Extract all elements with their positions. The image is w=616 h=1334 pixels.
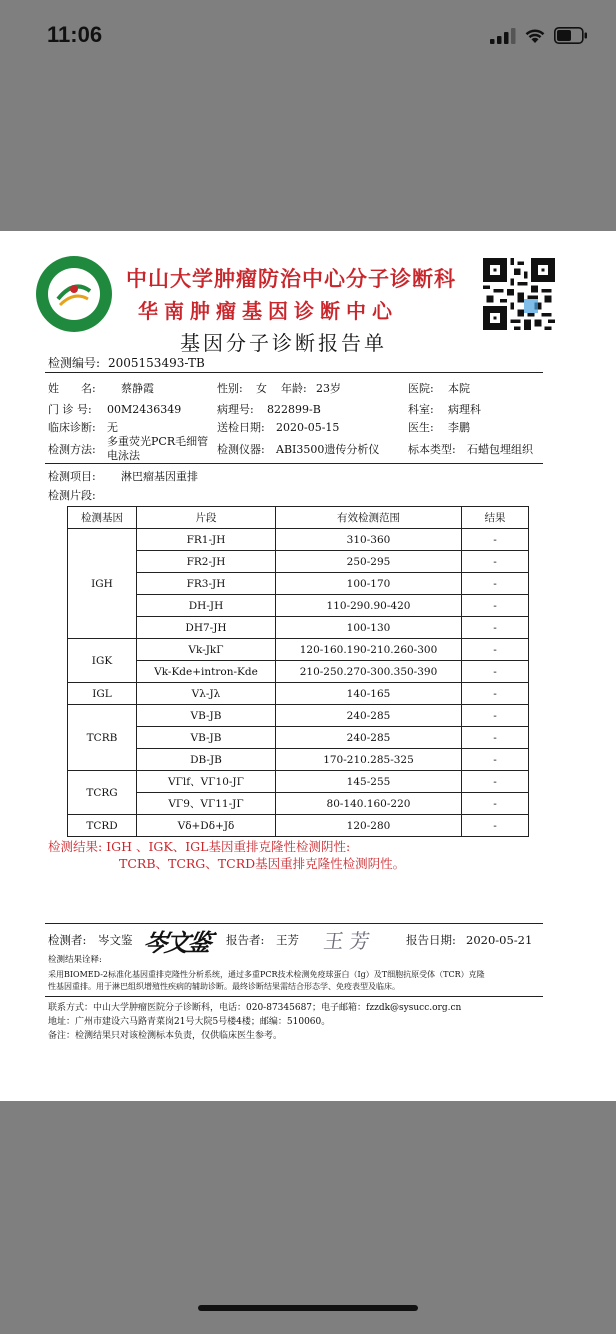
segment-cell: DH-JH <box>137 595 276 617</box>
age-value: 23岁 <box>316 382 341 395</box>
test-item-value: 淋巴瘤基因重排 <box>121 470 198 483</box>
explain-title: 检测结果诠释: <box>48 955 102 965</box>
gene-cell: TCRD <box>68 815 137 837</box>
range-cell: 240-285 <box>276 705 462 727</box>
table-row <box>68 771 529 793</box>
table-row <box>68 815 529 837</box>
divider <box>45 923 543 924</box>
result-cell: - <box>462 639 529 661</box>
segment-cell: Vδ+Dδ+Jδ <box>137 815 276 837</box>
result-cell: - <box>462 529 529 551</box>
battery-icon <box>554 27 588 44</box>
send-date-value: 2020-05-15 <box>276 421 340 434</box>
hospital-label: 医院: <box>408 382 434 395</box>
doctor-value: 李鹏 <box>448 421 470 434</box>
gene-cell: TCRB <box>68 705 137 771</box>
outpatient-label: 门 诊 号: <box>48 403 92 416</box>
test-item-label: 检测项目: <box>48 470 96 483</box>
range-cell: 110-290.90-420 <box>276 595 462 617</box>
reporter-label: 报告者: <box>226 933 265 947</box>
range-cell: 120-160.190-210.260-300 <box>276 639 462 661</box>
hospital-value: 本院 <box>448 382 470 395</box>
gene-rearrangement-table <box>67 506 529 837</box>
method-value-line2: 电泳法 <box>107 449 140 462</box>
segment-cell: FR3-JH <box>137 573 276 595</box>
gene-cell: IGL <box>68 683 137 705</box>
status-bar <box>0 0 616 70</box>
hospital-logo <box>36 256 112 332</box>
col-header-gene: 检测基因 <box>68 507 137 529</box>
segment-cell: Vk-JkΓ <box>137 639 276 661</box>
result-cell: - <box>462 815 529 837</box>
result-cell: - <box>462 551 529 573</box>
pathology-label: 病理号: <box>217 403 254 416</box>
range-cell: 80-140.160-220 <box>276 793 462 815</box>
result-cell: - <box>462 705 529 727</box>
result-line-2: TCRB、TCRG、TCRD基因重排克隆性检测阴性。 <box>119 856 406 871</box>
segment-cell: FR1-JH <box>137 529 276 551</box>
result-cell: - <box>462 749 529 771</box>
sex-value: 女 <box>256 382 267 395</box>
table-header-row <box>68 507 529 529</box>
result-cell: - <box>462 683 529 705</box>
method-label: 检测方法: <box>48 443 96 456</box>
range-cell: 120-280 <box>276 815 462 837</box>
result-cell: - <box>462 661 529 683</box>
segment-cell: FR2-JH <box>137 551 276 573</box>
qr-code-icon <box>483 258 555 330</box>
instrument-label: 检测仪器: <box>217 443 265 456</box>
range-cell: 210-250.270-300.350-390 <box>276 661 462 683</box>
divider <box>45 372 543 373</box>
range-cell: 310-360 <box>276 529 462 551</box>
method-value-line1: 多重荧光PCR毛细管 <box>107 435 209 448</box>
tester-name: 岑文鉴 <box>98 933 133 947</box>
explain-line-1: 采用BIOMED-2标准化基因重排克隆性分析系统，通过多重PCR技术检测免疫球蛋白（Ig）及T细胞抗原受体（TCR）克隆 <box>48 970 485 979</box>
range-cell: 100-170 <box>276 573 462 595</box>
range-cell: 250-295 <box>276 551 462 573</box>
tester-signature: 岑文鉴 <box>140 929 213 957</box>
divider <box>45 996 543 997</box>
range-cell: 140-165 <box>276 683 462 705</box>
report-no-label: 检测编号: <box>48 356 101 370</box>
result-cell: - <box>462 793 529 815</box>
result-cell: - <box>462 595 529 617</box>
test-result <box>48 838 405 872</box>
age-label: 年龄: <box>281 382 307 395</box>
address-info: 地址：广州市建设六马路青菜岗21号大院5号楼4楼；邮编：510060。 <box>48 1017 331 1027</box>
table-row <box>68 595 529 617</box>
outpatient-value: 00M2436349 <box>107 403 182 416</box>
report-document <box>0 231 616 1101</box>
explain-line-2: 性基因重排。用于淋巴组织增殖性疾病的辅助诊断。最终诊断结果需结合形态学、免疫表型及临床。 <box>48 982 400 991</box>
dept-label: 科室: <box>408 403 434 416</box>
table-row <box>68 683 529 705</box>
table-row <box>68 639 529 661</box>
table-row <box>68 617 529 639</box>
tester-label: 检测者: <box>48 933 87 947</box>
dept-value: 病理科 <box>448 403 481 416</box>
result-cell: - <box>462 727 529 749</box>
segment-cell: Vλ-Jλ <box>137 683 276 705</box>
name-value: 蔡静霞 <box>121 382 154 395</box>
segment-cell: VΓ9、VΓ11-JΓ <box>137 793 276 815</box>
divider <box>45 463 543 464</box>
segment-cell: VB-JB <box>137 727 276 749</box>
wifi-icon <box>524 28 546 44</box>
reporter-name: 王芳 <box>276 933 299 947</box>
segment-cell: DH7-JH <box>137 617 276 639</box>
instrument-value: ABI3500遗传分析仪 <box>276 443 380 456</box>
table-row <box>68 573 529 595</box>
range-cell: 145-255 <box>276 771 462 793</box>
table-row <box>68 551 529 573</box>
segment-cell: DB-JB <box>137 749 276 771</box>
col-header-result: 结果 <box>462 507 529 529</box>
doctor-label: 医生: <box>408 421 434 434</box>
range-cell: 100-130 <box>276 617 462 639</box>
segment-cell: Vk-Kde+intron-Kde <box>137 661 276 683</box>
remark-info: 备注：检测结果只对该检测标本负责，仅供临床医生参考。 <box>48 1031 283 1041</box>
segment-cell: VΓlf、VΓ10-JΓ <box>137 771 276 793</box>
diagnosis-label: 临床诊断: <box>48 421 96 434</box>
table-row <box>68 705 529 727</box>
table-row <box>68 529 529 551</box>
report-date-label: 报告日期: <box>406 933 456 947</box>
col-header-segment: 片段 <box>137 507 276 529</box>
pathology-value: 822899-B <box>267 403 321 416</box>
institution-name: 中山大学肿瘤防治中心分子诊断科 <box>126 266 456 291</box>
status-icons <box>490 27 588 44</box>
segment-label: 检测片段: <box>48 489 96 502</box>
report-date-value: 2020-05-21 <box>466 933 533 947</box>
table-row <box>68 749 529 771</box>
table-row <box>68 727 529 749</box>
send-date-label: 送检日期: <box>217 421 265 434</box>
name-label: 姓 名: <box>48 382 96 395</box>
table-row <box>68 661 529 683</box>
contact-info: 联系方式：中山大学肿瘤医院分子诊断科，电话：020-87345687；电子邮箱：fzzdk@sysucc.org.cn <box>48 1003 462 1013</box>
col-header-range: 有效检测范围 <box>276 507 462 529</box>
result-cell: - <box>462 771 529 793</box>
logo-emblem-icon <box>48 268 100 320</box>
sample-label: 标本类型: <box>408 443 456 456</box>
result-line-1: 检测结果: IGH 、IGK、IGL基因重排克隆性检测阴性: <box>48 839 351 854</box>
table-row <box>68 793 529 815</box>
sample-value: 石蜡包埋组织 <box>467 443 533 456</box>
gene-cell: IGK <box>68 639 137 683</box>
home-indicator[interactable] <box>198 1305 418 1311</box>
report-title: 基因分子诊断报告单 <box>180 331 387 355</box>
report-no-value: 2005153493-TB <box>108 356 205 370</box>
gene-cell: TCRG <box>68 771 137 815</box>
reporter-signature: 王芳 <box>322 929 378 953</box>
cellular-signal-icon <box>490 28 516 44</box>
result-cell: - <box>462 617 529 639</box>
range-cell: 170-210.285-325 <box>276 749 462 771</box>
range-cell: 240-285 <box>276 727 462 749</box>
result-cell: - <box>462 573 529 595</box>
status-time: 11:06 <box>47 22 103 47</box>
diagnosis-value: 无 <box>107 421 118 434</box>
gene-cell: IGH <box>68 529 137 639</box>
center-name: 华南肿瘤基因诊断中心 <box>138 299 398 323</box>
sex-label: 性别: <box>217 382 243 395</box>
segment-cell: VB-JB <box>137 705 276 727</box>
